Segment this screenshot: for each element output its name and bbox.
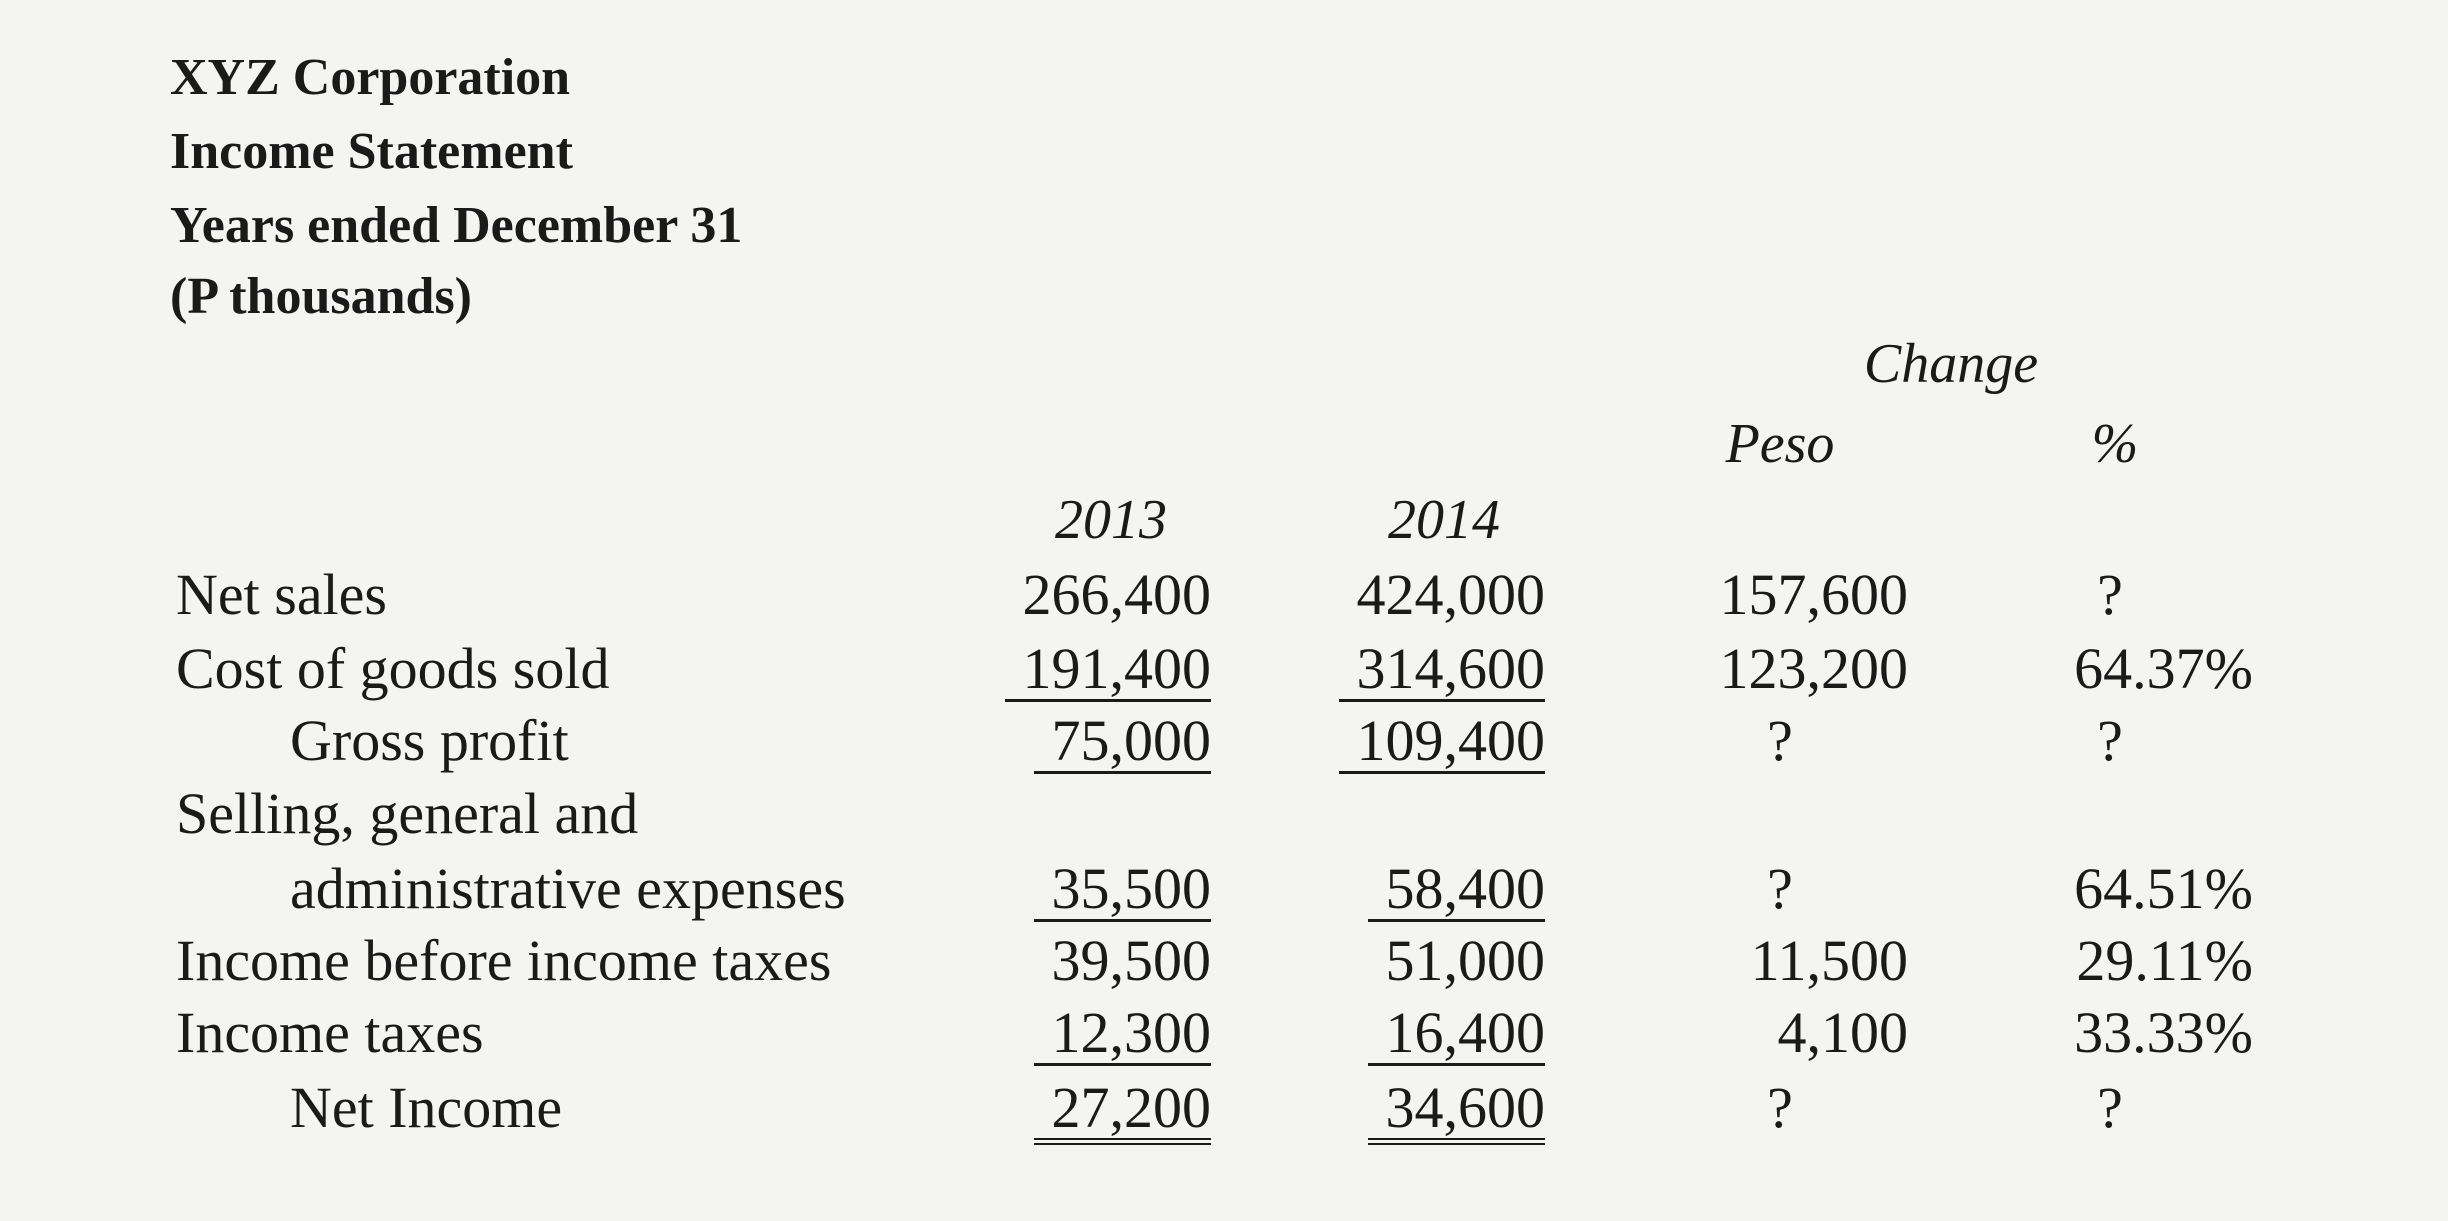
- peso-change: 4,100: [1777, 1000, 1908, 1065]
- statement-title: Income Statement: [170, 123, 573, 180]
- peso-change: 11,500: [1750, 928, 1908, 993]
- percent-header: %: [2091, 413, 2139, 475]
- peso-change: 123,200: [1719, 636, 1908, 701]
- peso-header: Peso: [1725, 413, 1835, 475]
- value-2013: 75,000: [891, 708, 1211, 774]
- value-2014: 34,600: [1225, 1075, 1545, 1145]
- table-row-sga: [0, 856, 2448, 922]
- table-row-net-income: [0, 1075, 2448, 1141]
- percent-change: 33.33%: [2074, 1000, 2253, 1065]
- statement-units: (P thousands): [170, 268, 472, 325]
- year-2013-header: 2013: [1055, 489, 1167, 551]
- value-2013: 27,200: [891, 1075, 1211, 1145]
- value-2013: 12,300: [891, 1000, 1211, 1066]
- value-2014: 314,600: [1225, 636, 1545, 702]
- value-2013: 39,500: [1051, 928, 1211, 993]
- percent-change: ?: [2097, 562, 2123, 627]
- row-label: Cost of goods sold: [176, 636, 610, 701]
- percent-change: ?: [2097, 708, 2123, 773]
- statement-period: Years ended December 31: [170, 197, 743, 254]
- percent-change: 29.11%: [2076, 928, 2253, 993]
- peso-change: 157,600: [1719, 562, 1908, 627]
- table-row-net-sales: [0, 562, 2448, 628]
- percent-change: 64.51%: [2074, 856, 2253, 921]
- value-2014: 16,400: [1225, 1000, 1545, 1066]
- peso-change: ?: [1767, 1075, 1793, 1140]
- row-label: Net sales: [176, 562, 387, 627]
- row-label: Gross profit: [290, 708, 569, 773]
- year-2014-header: 2014: [1388, 489, 1500, 551]
- table-row-gross-profit: [0, 708, 2448, 774]
- table-row-sga-heading: [0, 781, 2448, 847]
- table-row-income-taxes: [0, 1000, 2448, 1066]
- value-2013: 191,400: [891, 636, 1211, 702]
- table-row-income-before-tax: [0, 928, 2448, 994]
- row-label: administrative expenses: [290, 856, 846, 921]
- value-2013: 35,500: [891, 856, 1211, 922]
- company-name: XYZ Corporation: [170, 49, 571, 106]
- row-label: Net Income: [290, 1075, 563, 1140]
- percent-change: ?: [2097, 1075, 2123, 1140]
- value-2014: 58,400: [1225, 856, 1545, 922]
- value-2013: 266,400: [1022, 562, 1211, 627]
- value-2014: 109,400: [1225, 708, 1545, 774]
- percent-change: 64.37%: [2074, 636, 2253, 701]
- value-2014: 424,000: [1356, 562, 1545, 627]
- change-header: Change: [1863, 333, 2039, 395]
- table-row-cogs: [0, 636, 2448, 702]
- row-label: Income taxes: [176, 1000, 484, 1065]
- row-label: Selling, general and: [176, 781, 639, 846]
- row-label: Income before income taxes: [176, 928, 832, 993]
- peso-change: ?: [1767, 708, 1793, 773]
- peso-change: ?: [1767, 856, 1793, 921]
- value-2014: 51,000: [1385, 928, 1545, 993]
